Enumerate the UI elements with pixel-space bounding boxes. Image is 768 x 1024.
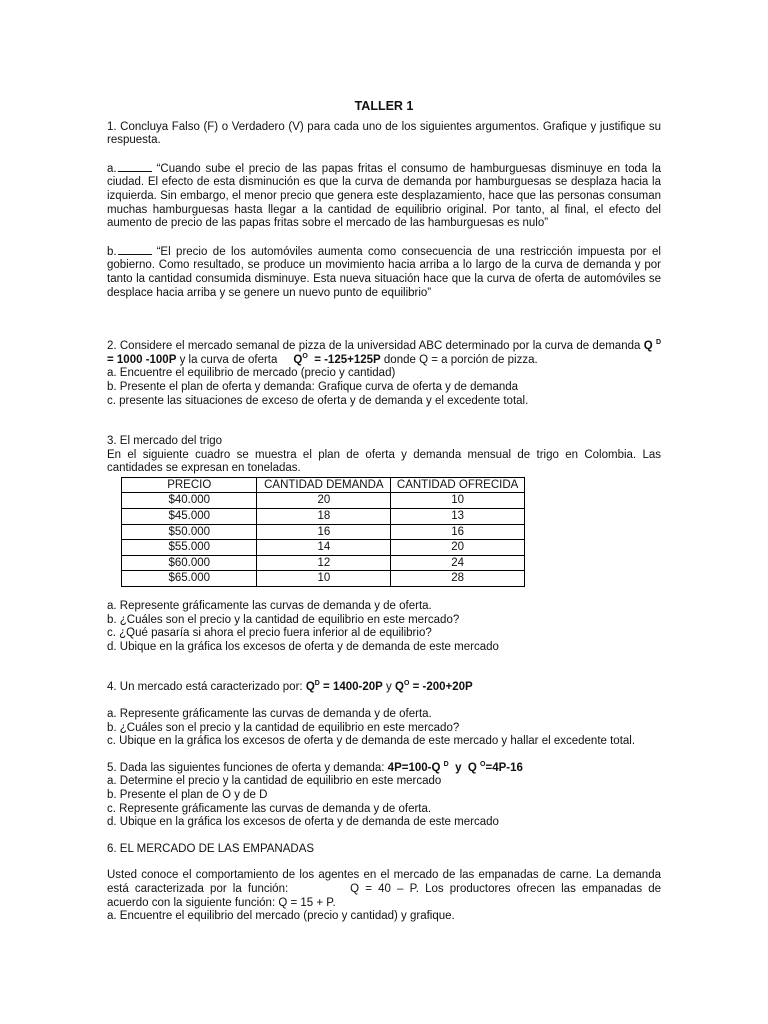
table-row: $45.000 18 13 [122,509,525,525]
q2-item-a: a. Encuentre el equilibrio de mercado (precio y cantidad) [107,367,396,380]
q6-paragraph: Usted conoce el comportamiento de los agentes en el mercado de las empanadas de carne. La demanda está caracterizada por la función: Q = 40 – P. Los productores ofrecen las empanadas de acuerdo con la siguiente función: Q = 15 + P. [107,869,661,909]
q3-intro: En el siguiente cuadro se muestra el plan de oferta y demanda mensual de trigo en Colombia. Las cantidades se expresan en toneladas. [107,448,661,475]
table-row: $50.000 16 16 [122,524,525,540]
wheat-supply-demand-table [121,477,525,587]
q5-item-d: d. Ubique en la gráfica los excesos de oferta y de demanda de este mercado [107,816,499,829]
q5-item-b: b. Presente el plan de O y de D [107,788,268,801]
table-row: $65.000 10 28 [122,571,525,587]
col-header-cantidad-ofrecida: CANTIDAD OFRECIDA [391,477,525,493]
q1-intro: 1. Concluya Falso (F) o Verdadero (V) para cada uno de los siguientes argumentos. Grafique y justifique su respuesta. [107,120,661,147]
table-row: $40.000 20 10 [122,493,525,509]
q1-item-a [107,161,661,231]
q4-item-c: c. Ubique en la gráfica los excesos de oferta y de demanda de este mercado y hallar el excedente total. [107,735,636,748]
q5-intro: 5. Dada las siguientes funciones de oferta y demanda: 4P=100-Q $^D$ y Q $^O$=4P-16 [107,760,523,774]
q2-item-b: b. Presente el plan de oferta y demanda: Grafique curva de oferta y de demanda [107,380,519,393]
col-header-cantidad-demanda: CANTIDAD DEMANDA [257,477,391,493]
q2-item-c: c. presente las situaciones de exceso de oferta y de demanda y el excedente total. [107,394,529,407]
q4-item-a: a. Represente gráficamente las curvas de demanda y de oferta. [107,708,432,720]
q1-item-b [107,244,661,300]
q3-item-c: c. ¿Qué pasaría si ahora el precio fuera inferior al de equilibrio? [107,627,432,640]
document-page [107,100,661,924]
q3-item-a: a. Represente gráficamente las curvas de demanda y de oferta. [107,600,432,613]
q5-item-a: a. Determine el precio y la cantidad de equilibrio en este mercado [107,775,442,788]
q4-item-b: b. ¿Cuáles son el precio y la cantidad de equilibrio en este mercado? [107,721,460,734]
q1-a-label: a. [107,162,117,175]
table-row: $60.000 12 24 [122,555,525,571]
q6-item-a: a. Encuentre el equilibrio del mercado (precio y cantidad) y grafique. [107,910,455,923]
page-title: TALLER 1 [354,99,414,113]
q3-heading: 3. El mercado del trigo [107,435,223,448]
q3-item-d: d. Ubique en la gráfica los excesos de oferta y de demanda de este mercado [107,640,499,653]
table-header-row [122,477,525,493]
q1-a-text: “Cuando sube el precio de las papas fritas el consumo de hamburguesas disminuye en toda la ciudad. El efecto de esta disminución es que la curva de demanda por hamburguesas se desplaza hacia la izquierda. Sin embargo, el menor precio que genera este desplazamiento, hace que las personas consuman muchas hamburguesas hasta llegar a la cantidad de equilibrio original. Por tanto, al final, el efecto del aumento de precio de las papas fritas sobre el mercado de las hamburguesas es nulo” [107,162,661,230]
q4-intro: 4. Un mercado está caracterizado por: $Q^D = 1400-20P$ y $Q^O = -200+20P$ [107,680,473,694]
q6-heading: 6. EL MERCADO DE LAS EMPANADAS [107,842,315,855]
q3-item-b: b. ¿Cuáles son el precio y la cantidad de equilibrio en este mercado? [107,613,460,626]
q5-item-c: c. Represente gráficamente las curvas de demanda y de oferta. [107,802,432,815]
answer-blank[interactable] [118,244,152,255]
table-row: $55.000 14 20 [122,540,525,556]
q2-intro: 2. Considere el mercado semanal de pizza de la universidad ABC determinado por la curva de demanda Q $^D$ = 1000 -100P y la curva de oferta $Q^O = -125+125P$ donde Q = a porción de pizza. [107,339,661,366]
answer-blank[interactable] [118,161,152,172]
q1-b-text: “El precio de los automóviles aumenta como consecuencia de una restricción impuesta por el gobierno. Como resultado, se produce un movimiento hacia arriba a lo largo de la curva de demanda y por tanto la cantidad consumida disminuye. Esta nueva situación hace que la curva de oferta de automóviles se desplace hacia arriba y se genere un nuevo punto de equilibrio” [107,245,661,299]
col-header-precio: PRECIO [122,477,257,493]
q1-b-label: b. [107,245,117,258]
